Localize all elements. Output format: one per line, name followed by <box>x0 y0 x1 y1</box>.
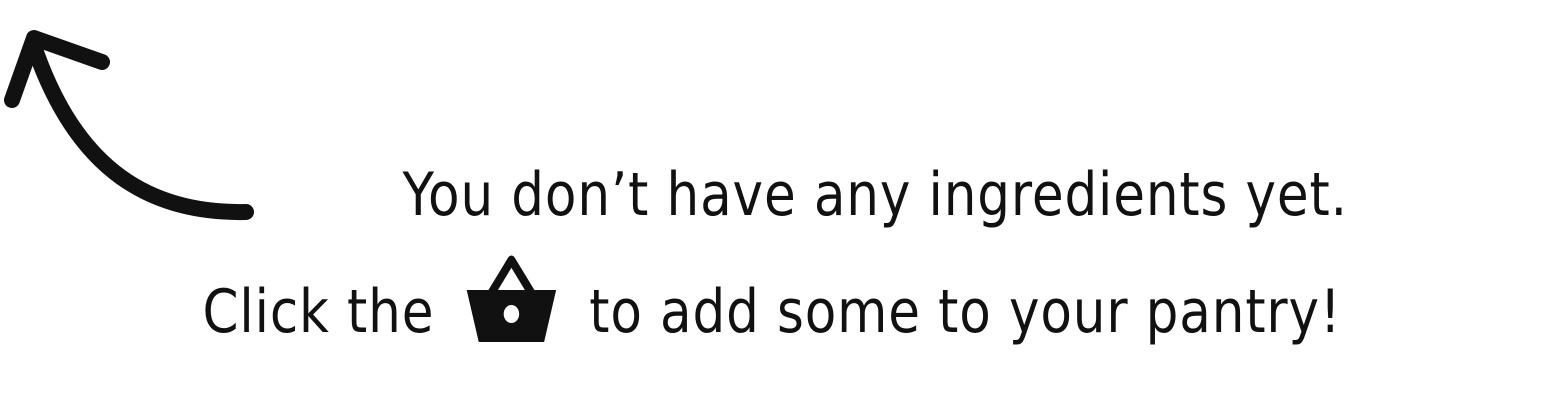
empty-state-message <box>0 140 1544 367</box>
empty-state-line-1: You don’t have any ingredients yet. <box>402 160 1348 230</box>
line2-before-text: Click the <box>202 277 435 347</box>
basket-icon[interactable] <box>464 250 560 346</box>
line2-after-text: to add some to your pantry! <box>589 277 1342 347</box>
empty-state-line-2 <box>108 250 1436 367</box>
